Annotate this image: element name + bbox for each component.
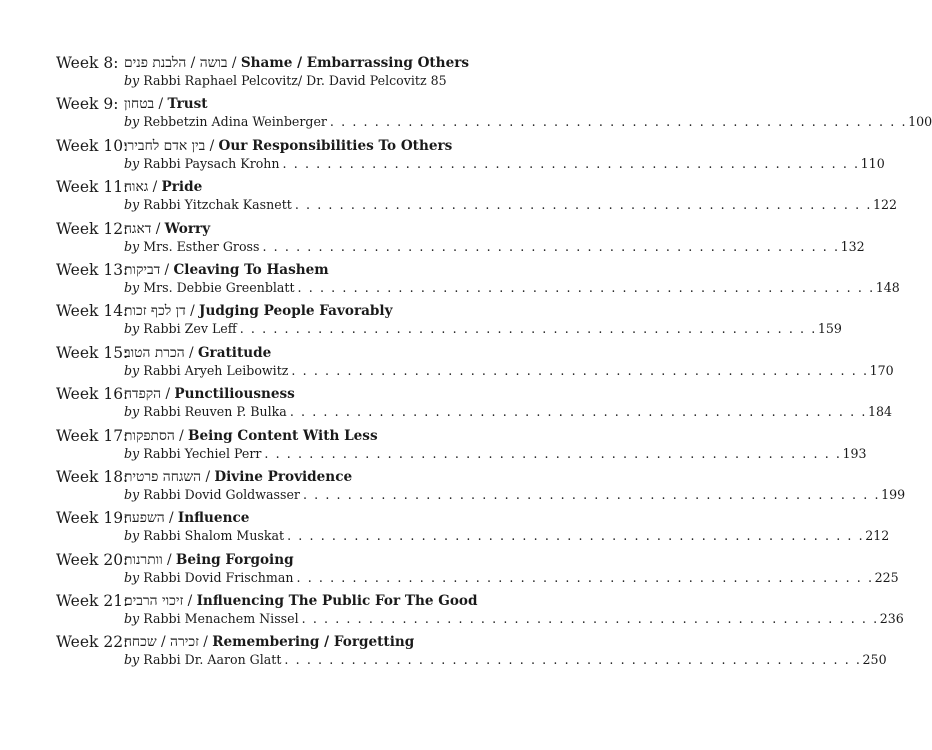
by-label: by [124,279,140,295]
page-number: 199 [881,486,906,502]
by-label: by [124,155,140,171]
author-line [124,279,900,296]
author-name: Mrs. Debbie Greenblatt [143,279,295,295]
title-separator: / [161,386,175,403]
page-number: 212 [865,528,890,544]
author-name: Rabbi Dovid Frischman [143,569,294,585]
by-label: by [124,569,140,585]
entry-body [124,383,892,424]
by-label: by [124,362,140,378]
title-separator: / [185,303,200,320]
dot-leader: . . . . . . . . . . . . . . . . . . . . . . . . . . . . . . . . . . . . . . . . . . . . . . . . . . . . [301,611,879,627]
author-name: Rabbi Reuven P. Bulka [143,404,287,420]
title-separator: / [205,137,219,154]
page-number: 225 [874,569,899,585]
author-name: Rabbi Zev Leff [143,321,237,337]
author-line [124,404,892,420]
author-name: Rabbi Raphael Pelcovitz/ Dr. David Pelcovitz [143,73,427,88]
toc-entry[interactable] [56,631,887,672]
entry-title-line [124,52,470,72]
author-line [124,321,842,337]
entry-body [124,93,932,134]
week-label: Week 21: [56,592,129,611]
by-label: by [124,114,140,130]
author-line [124,197,897,213]
entry-body [124,590,904,631]
page-number: 250 [862,652,887,668]
author-name: Rabbi Menachem Nissel [143,611,299,627]
toc-entry[interactable] [56,425,867,466]
dot-leader: . . . . . . . . . . . . . . . . . . . . . . . . . . . . . . . . . . . . . . . . . . . . . . . . . . . . [329,114,908,130]
hebrew-title: הכרת הטוב [124,344,185,361]
week-label: Week 14: [56,302,129,321]
author-line [124,114,932,130]
hebrew-title: דן לכף זכות [124,303,186,320]
title-separator: / [184,344,198,361]
by-label: by [124,486,140,502]
entry-body [124,342,894,383]
toc-entry[interactable] [56,52,470,93]
table-of-contents [56,52,932,673]
toc-entry[interactable] [56,342,894,383]
title-separator: / [151,220,165,237]
page-number: 122 [872,197,897,213]
dot-leader: . . . . . . . . . . . . . . . . . . . . . . . . . . . . . . . . . . . . . . . . . . . . . . . . . . . . [264,445,842,461]
toc-entry[interactable] [56,549,899,590]
author-line [124,652,887,668]
page-number: 148 [875,279,900,295]
title-separator: / [160,261,174,278]
hebrew-title: גאוה [124,179,149,196]
hebrew-title: בין אדם לחבירו [124,137,206,154]
dot-leader: . . . . . . . . . . . . . . . . . . . . . . . . . . . . . . . . . . . . . . . . . . . . . . . . . . . . [282,155,860,171]
english-title: Shame / Embarrassing Others [240,55,470,71]
author-line [124,569,899,586]
author-name: Rabbi Yechiel Perr [143,445,262,461]
author-name: Mrs. Esther Gross [143,238,260,254]
page-number: 110 [860,155,885,171]
english-title: Trust [167,96,208,113]
author-line [124,486,906,503]
author-name: Rabbi Aryeh Leibowitz [143,362,289,378]
page-number: 132 [840,238,865,254]
english-title: Divine Providence [214,468,353,485]
page-number: 159 [817,321,842,337]
entry-body [124,507,890,548]
hebrew-title: הסתפקות [124,427,175,444]
entry-body [124,549,899,590]
entry-body [124,300,842,341]
page-number: 236 [879,611,904,627]
week-label: Week 18: [56,467,129,486]
toc-entry[interactable] [56,135,885,176]
entry-title-line [124,93,445,113]
by-label: by [124,404,140,420]
hebrew-title: בושה / הלבנת פנים [124,55,228,71]
title-separator: / [227,55,241,71]
title-separator: / [201,468,215,485]
dot-leader: . . . . . . . . . . . . . . . . . . . . . . . . . . . . . . . . . . . . . . . . . . . . . . . . . . . . [296,569,874,585]
entry-title-line [124,259,445,279]
dot-leader: . . . . . . . . . . . . . . . . . . . . . . . . . . . . . . . . . . . . . . . . . . . . . . . . . . . . [302,486,881,502]
title-separator: / [183,593,197,610]
entry-body [124,466,906,507]
author-line [124,445,867,462]
author-name: Rabbi Shalom Muskat [143,528,285,544]
entry-body [124,218,865,259]
hebrew-title: השפעה [124,510,165,527]
english-title: Being Forgoing [175,551,294,568]
toc-entry[interactable] [56,507,890,548]
title-separator: / [154,96,168,113]
week-label: Week 11: [56,178,129,197]
title-separator: / [198,634,213,651]
dot-leader: . . . . . . . . . . . . . . . . . . . . . . . . . . . . . . . . . . . . . . . . . . . . . . . . . . . . [291,362,869,378]
week-label: Week 20: [56,550,129,569]
by-label: by [124,197,140,213]
by-label: by [124,611,140,627]
english-title: Our Responsibilities To Others [218,137,453,154]
week-label: Week 13: [56,260,129,279]
hebrew-title: השגחה פרטית [124,468,202,485]
week-label: Week 22: [56,633,129,652]
author-line [124,362,894,379]
by-label: by [124,321,140,337]
author-name: Rabbi Paysach Krohn [143,155,280,171]
author-line [124,73,445,89]
entry-title-line [124,342,445,362]
toc-entry[interactable] [56,259,900,300]
dot-leader: . . . . . . . . . . . . . . . . . . . . . . . . . . . . . . . . . . . . . . . . . . . . . . . . . . . . [239,321,817,337]
dot-leader: . . . . . . . . . . . . . . . . . . . . . . . . . . . . . . . . . . . . . . . . . . . . . . . . . . . . [287,528,865,544]
toc-entry[interactable] [56,218,865,259]
page-number: 170 [869,362,894,378]
entry-title-line [124,507,445,527]
by-label: by [124,528,140,544]
author-name: Rabbi Yitzchak Kasnett [143,197,292,213]
entry-body [124,176,897,217]
entry-body [124,631,887,672]
author-name: Rebbetzin Adina Weinberger [143,114,327,130]
english-title: Worry [164,220,211,237]
english-title: Judging People Favorably [199,303,393,320]
title-separator: / [164,510,178,527]
english-title: Cleaving To Hashem [173,261,329,278]
toc-entry[interactable] [56,590,904,631]
title-separator: / [174,427,188,444]
by-label: by [124,445,140,461]
entry-title-line [124,176,445,196]
entry-body [124,425,867,466]
entry-title-line [124,218,445,238]
entry-title-line [124,466,445,486]
author-line [124,155,885,172]
page-number: 184 [867,404,892,420]
by-label: by [124,652,140,668]
author-name: Rabbi Dr. Aaron Glatt [143,652,282,668]
entry-title-line [124,135,453,155]
title-separator: / [162,551,176,568]
dot-leader: . . . . . . . . . . . . . . . . . . . . . . . . . . . . . . . . . . . . . . . . . . . . . . . . . . . . [294,197,872,213]
week-label: Week 9: [56,95,119,114]
dot-leader: . . . . . . . . . . . . . . . . . . . . . . . . . . . . . . . . . . . . . . . . . . . . . . . . . . . . [262,238,840,254]
page-number: 193 [842,445,867,461]
hebrew-title: זכירה / שכחה [124,634,199,651]
hebrew-title: הקפדה [124,386,162,403]
english-title: Gratitude [197,344,272,361]
author-name: Rabbi Dovid Goldwasser [143,486,300,502]
dot-leader: . . . . . . . . . . . . . . . . . . . . . . . . . . . . . . . . . . . . . . . . . . . . . . . . . . . . [297,279,875,295]
entry-title-line [124,631,445,651]
entry-body [124,135,885,176]
toc-entry[interactable] [56,383,892,424]
toc-entry[interactable] [56,300,842,341]
entry-title-line [124,549,445,569]
week-label: Week 10: [56,136,129,155]
toc-entry[interactable] [56,466,906,507]
english-title: Influence [177,510,250,527]
entry-body [124,52,470,93]
entry-title-line [124,300,445,320]
english-title: Being Content With Less [188,427,378,444]
week-label: Week 19: [56,509,129,528]
entry-title-line [124,590,478,610]
author-line [124,611,904,627]
dot-leader: . . . . . . . . . . . . . . . . . . . . . . . . . . . . . . . . . . . . . . . . . . . . . . . . . . . . [289,404,867,420]
hebrew-title: זיכוי הרבים [124,593,184,610]
hebrew-title: דביקות [124,261,161,278]
week-label: Week 12: [56,219,129,238]
toc-entries [56,52,932,673]
hebrew-title: דאגה [124,220,152,237]
page-number: 85 [430,73,447,88]
english-title: Pride [161,179,203,196]
week-label: Week 15: [56,343,129,362]
author-line [124,528,890,544]
entry-title-line [124,425,445,445]
week-label: Week 8: [56,54,119,72]
hebrew-title: בטחון [124,96,155,113]
week-label: Week 16: [56,385,129,404]
entry-title-line [124,383,445,403]
english-title: Influencing The Public For The Good [196,593,478,610]
by-label: by [124,73,140,88]
english-title: Remembering / Forgetting [212,634,415,651]
title-separator: / [148,179,162,196]
english-title: Punctiliousness [174,386,295,403]
week-label: Week 17: [56,426,129,445]
toc-entry[interactable] [56,93,932,134]
entry-body [124,259,900,300]
dot-leader: . . . . . . . . . . . . . . . . . . . . . . . . . . . . . . . . . . . . . . . . . . . . . . . . . . . . [284,652,862,668]
toc-entry[interactable] [56,176,897,217]
by-label: by [124,238,140,254]
author-line [124,238,865,255]
page-number: 100 [908,114,932,130]
hebrew-title: וותרנות [124,551,163,568]
